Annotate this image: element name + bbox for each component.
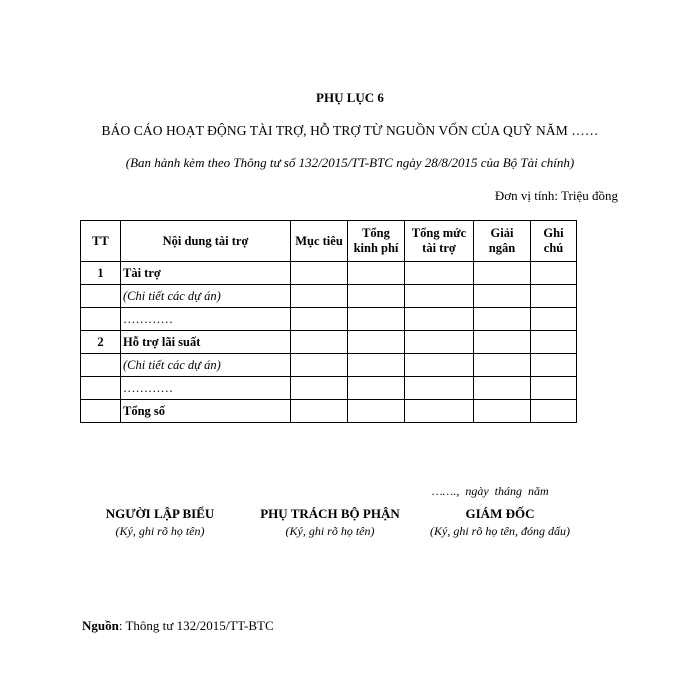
table-cell	[531, 354, 577, 377]
header-total-funding	[405, 221, 474, 262]
preparer-note: (Ký, ghi rõ họ tên)	[115, 524, 205, 538]
table-cell	[348, 262, 405, 285]
row-content: Hỗ trợ lãi suất	[121, 331, 291, 354]
department-head-title: PHỤ TRÁCH BỘ PHẬN	[260, 506, 400, 521]
header-disbursed-line1: Giải	[490, 226, 514, 240]
header-total-cost-line1: Tổng	[362, 226, 390, 240]
header-target: Mục tiêu	[291, 221, 348, 262]
table-cell	[291, 285, 348, 308]
table-cell	[291, 354, 348, 377]
table-cell	[531, 331, 577, 354]
table-cell	[474, 377, 531, 400]
row-number	[81, 285, 121, 308]
report-table	[80, 220, 577, 423]
row-number	[81, 377, 121, 400]
signature-date-line: ……., ngày tháng năm	[432, 484, 549, 498]
header-disbursed-line2: ngân	[488, 241, 516, 255]
row-number	[81, 354, 121, 377]
table-cell	[474, 262, 531, 285]
director-note: (Ký, ghi rõ họ tên, đóng dấu)	[430, 524, 570, 538]
source-line	[82, 618, 274, 634]
table-cell	[348, 285, 405, 308]
table-cell	[474, 354, 531, 377]
table-cell	[348, 331, 405, 354]
table-cell	[474, 400, 531, 423]
table-cell	[531, 262, 577, 285]
table-cell	[531, 285, 577, 308]
header-total-cost	[348, 221, 405, 262]
header-note-line1: Ghi	[543, 226, 564, 240]
table-cell	[348, 354, 405, 377]
table-row	[81, 354, 577, 377]
row-content: Tổng số	[121, 400, 291, 423]
header-note	[531, 221, 577, 262]
issued-note: (Ban hành kèm theo Thông tư số 132/2015/TT-BTC ngày 28/8/2015 của Bộ Tài chính)	[125, 155, 575, 170]
table-row	[81, 285, 577, 308]
table-cell	[405, 308, 474, 331]
row-content: Tài trợ	[121, 262, 291, 285]
unit-label: Đơn vị tính: Triệu đồng	[494, 188, 618, 203]
source-label: Nguồn	[82, 618, 119, 633]
header-total-cost-line2: kinh phí	[353, 241, 399, 255]
row-content: (Chi tiết các dự án)	[121, 354, 291, 377]
table-cell	[348, 377, 405, 400]
header-content: Nội dung tài trợ	[121, 221, 291, 262]
table-row	[81, 400, 577, 423]
table-cell	[405, 354, 474, 377]
director-title: GIÁM ĐỐC	[465, 506, 535, 521]
table-cell	[348, 400, 405, 423]
table-cell	[531, 377, 577, 400]
row-number: 2	[81, 331, 121, 354]
table-cell	[291, 262, 348, 285]
table-cell	[291, 377, 348, 400]
row-number	[81, 400, 121, 423]
header-total-funding-line1: Tổng mức	[411, 226, 467, 240]
row-content: …………	[121, 377, 291, 400]
table-cell	[531, 400, 577, 423]
table-header-row	[81, 221, 577, 262]
table-cell	[474, 308, 531, 331]
row-content: …………	[121, 308, 291, 331]
table-cell	[474, 285, 531, 308]
row-number: 1	[81, 262, 121, 285]
table-cell	[348, 308, 405, 331]
header-note-line2: chú	[543, 241, 564, 255]
table-cell	[405, 400, 474, 423]
header-disbursed	[474, 221, 531, 262]
table-cell	[291, 308, 348, 331]
table-cell	[405, 285, 474, 308]
source-text: : Thông tư 132/2015/TT-BTC	[118, 618, 274, 633]
table-cell	[405, 331, 474, 354]
table-cell	[405, 262, 474, 285]
table-cell	[291, 331, 348, 354]
table-cell	[291, 400, 348, 423]
table-cell	[405, 377, 474, 400]
preparer-title: NGƯỜI LẬP BIỂU	[105, 506, 215, 521]
header-tt: TT	[81, 221, 121, 262]
department-head-note: (Ký, ghi rõ họ tên)	[285, 524, 375, 538]
header-total-funding-line2: tài trợ	[422, 241, 456, 255]
row-number	[81, 308, 121, 331]
table-row	[81, 331, 577, 354]
report-title: BÁO CÁO HOẠT ĐỘNG TÀI TRỢ, HỖ TRỢ TỪ NGUỒN VỐN CỦA QUỸ NĂM ……	[101, 123, 599, 138]
table-row	[81, 262, 577, 285]
table-row	[81, 377, 577, 400]
row-content: (Chi tiết các dự án)	[121, 285, 291, 308]
appendix-title: PHỤ LỤC 6	[316, 90, 384, 105]
table-row	[81, 308, 577, 331]
table-cell	[474, 331, 531, 354]
table-cell	[531, 308, 577, 331]
